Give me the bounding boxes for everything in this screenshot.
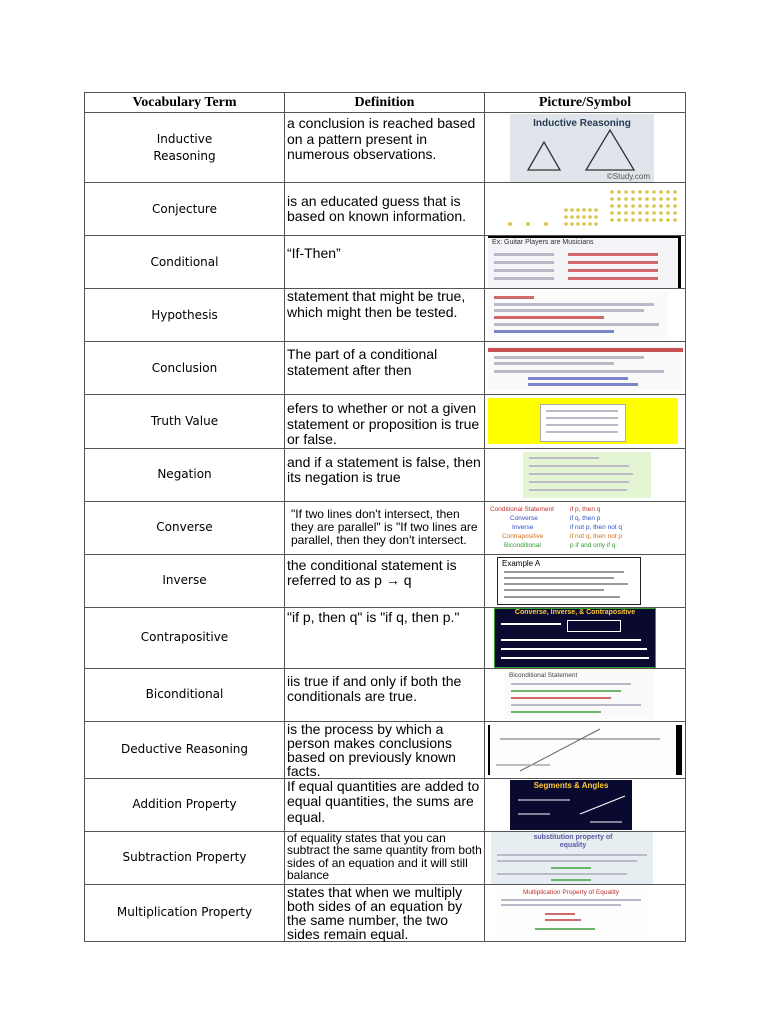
definition-cell: If equal quantities are added to equal quantities, the sums are equal.	[285, 778, 485, 831]
picture-cell	[485, 554, 686, 607]
term-line-1: Inverse	[162, 573, 207, 587]
term-cell	[85, 342, 285, 395]
term-line-1: Conditional	[150, 254, 219, 269]
value-conditional: if p, then q	[570, 505, 601, 513]
image-title: substitution property of equality	[533, 833, 613, 849]
term-cell	[85, 236, 285, 289]
term-cell	[85, 668, 285, 721]
value-converse: if q, then p	[570, 514, 601, 522]
value-contrapositive: if not q, then not p	[570, 532, 623, 540]
header-term: Vocabulary Term	[85, 93, 285, 113]
conditional-example-image	[488, 236, 681, 288]
picture-cell	[485, 113, 686, 183]
term-line-1: Converse	[156, 520, 213, 534]
term-cell	[85, 607, 285, 668]
term-line-1: Inductive	[156, 131, 213, 146]
deductive-diagram-image	[488, 725, 682, 775]
label-conditional: Conditional Statement	[490, 505, 554, 513]
table-row	[85, 501, 686, 554]
term-cell	[85, 884, 285, 941]
table-row	[85, 831, 686, 884]
inverse-example-image	[497, 557, 641, 605]
table-row	[85, 778, 686, 831]
term-cell	[85, 289, 285, 342]
vocabulary-table	[84, 92, 686, 942]
image-title: Example A	[502, 558, 541, 568]
table-row	[85, 607, 686, 668]
table-row	[85, 395, 686, 449]
image-title: Ex: Guitar Players are Musicians	[492, 239, 594, 246]
definition-cell: "if p, then q" is "if q, then p."	[285, 607, 485, 668]
picture-cell	[485, 668, 686, 721]
table-row	[85, 448, 686, 501]
picture-cell	[485, 448, 686, 501]
table-row	[85, 668, 686, 721]
term-cell	[85, 831, 285, 884]
term-line-1: Conclusion	[151, 360, 218, 375]
picture-cell	[485, 183, 686, 236]
picture-cell	[485, 395, 686, 449]
definition-cell: “If-Then”	[285, 236, 485, 289]
picture-cell	[485, 607, 686, 668]
hypothesis-notes-image	[488, 292, 668, 338]
table-row	[85, 554, 686, 607]
dot-pattern-svg	[488, 186, 683, 232]
segments-angles-image	[510, 780, 632, 830]
picture-cell	[485, 501, 686, 554]
term-line-1: Hypothesis	[151, 307, 218, 322]
segments-svg	[510, 780, 632, 830]
definition-cell: is the process by which a person makes conclusions based on previously known facts.	[285, 721, 485, 778]
term-cell	[85, 554, 285, 607]
picture-cell	[485, 342, 686, 395]
term-cell	[85, 113, 285, 183]
header-picture: Picture/Symbol	[485, 93, 686, 113]
table-row	[85, 342, 686, 395]
term-cell	[85, 183, 285, 236]
image-title: Segments & Angles	[533, 780, 609, 790]
value-biconditional: p if and only if q	[570, 541, 616, 549]
table-row	[85, 183, 686, 236]
definition-cell: iis true if and only if both the conditionals are true.	[285, 668, 485, 721]
term-line-1: Addition Property	[132, 797, 237, 811]
header-definition: Definition	[285, 93, 485, 113]
image-title: Biconditional Statement	[509, 671, 578, 679]
statement-types-image	[488, 504, 683, 552]
lines-diagram-svg	[490, 725, 668, 775]
term-line-1: Deductive Reasoning	[120, 742, 249, 756]
table-row	[85, 721, 686, 778]
dot-pattern-image	[488, 186, 683, 232]
biconditional-notes-image	[505, 671, 655, 719]
inductive-reasoning-image	[510, 114, 654, 182]
term-line-1: Conjecture	[151, 201, 217, 216]
definition-cell: and if a statement is false, then its negation is true	[285, 448, 485, 501]
definition-cell: the conditional statement is referred to as p → q	[285, 554, 485, 607]
multiplication-property-image	[495, 888, 647, 938]
image-credit: ©Study.com	[606, 171, 650, 181]
picture-cell	[485, 721, 686, 778]
label-contrapositive: Contrapositive	[502, 532, 544, 540]
term-line-1: Contrapositive	[140, 630, 229, 644]
picture-cell	[485, 236, 686, 289]
definition-cell: The part of a conditional statement after then	[285, 342, 485, 395]
picture-cell	[485, 831, 686, 884]
truth-table-image	[488, 398, 678, 444]
definition-cell: is an educated guess that is based on known information.	[285, 183, 485, 236]
definition-cell: of equality states that you can subtract the same quantity from both sides of an equation and it will still balance	[285, 831, 485, 884]
term-line-1: Subtraction Property	[122, 850, 247, 864]
term-cell	[85, 721, 285, 778]
image-title: Multiplication Property of Equality	[522, 888, 620, 896]
term-cell	[85, 501, 285, 554]
label-inverse: Inverse	[512, 523, 534, 531]
term-cell	[85, 448, 285, 501]
table-row	[85, 113, 686, 183]
image-title: Converse, Inverse, & Contrapositive	[514, 608, 636, 616]
definition-cell: "If two lines don't intersect, then they are parallel" is "If two lines are parallel, then they don't intersect.	[285, 501, 485, 554]
label-biconditional: Biconditional	[504, 541, 541, 549]
picture-cell	[485, 778, 686, 831]
definition-cell: a conclusion is reached based on a pattern present in numerous observations.	[285, 113, 485, 183]
table-row	[85, 884, 686, 941]
picture-cell	[485, 289, 686, 342]
table-row	[85, 289, 686, 342]
label-converse: Converse	[510, 514, 538, 522]
picture-cell	[485, 884, 686, 941]
image-title: Inductive Reasoning	[533, 117, 631, 129]
definition-cell: states that when we multiply both sides of an equation by the same number, the two sides remain equal.	[285, 884, 485, 941]
negation-examples-image	[523, 452, 651, 498]
table-row	[85, 236, 686, 289]
term-line-1: Biconditional	[145, 687, 224, 701]
definition-cell: efers to whether or not a given statement or proposition is true or false.	[285, 395, 485, 449]
term-line-1: Negation	[157, 467, 212, 481]
term-cell	[85, 778, 285, 831]
term-line-1: Truth Value	[150, 413, 219, 428]
conclusion-notes-image	[488, 346, 683, 390]
header-row	[85, 93, 686, 113]
contrapositive-board-image	[494, 608, 656, 668]
value-inverse: if not p, then not q	[570, 523, 623, 531]
term-line-2: Reasoning	[153, 148, 216, 163]
term-cell	[85, 395, 285, 449]
substitution-property-image	[491, 832, 653, 884]
definition-cell: statement that might be true, which might then be tested.	[285, 289, 485, 342]
term-line-1: Multiplication Property	[116, 905, 253, 919]
